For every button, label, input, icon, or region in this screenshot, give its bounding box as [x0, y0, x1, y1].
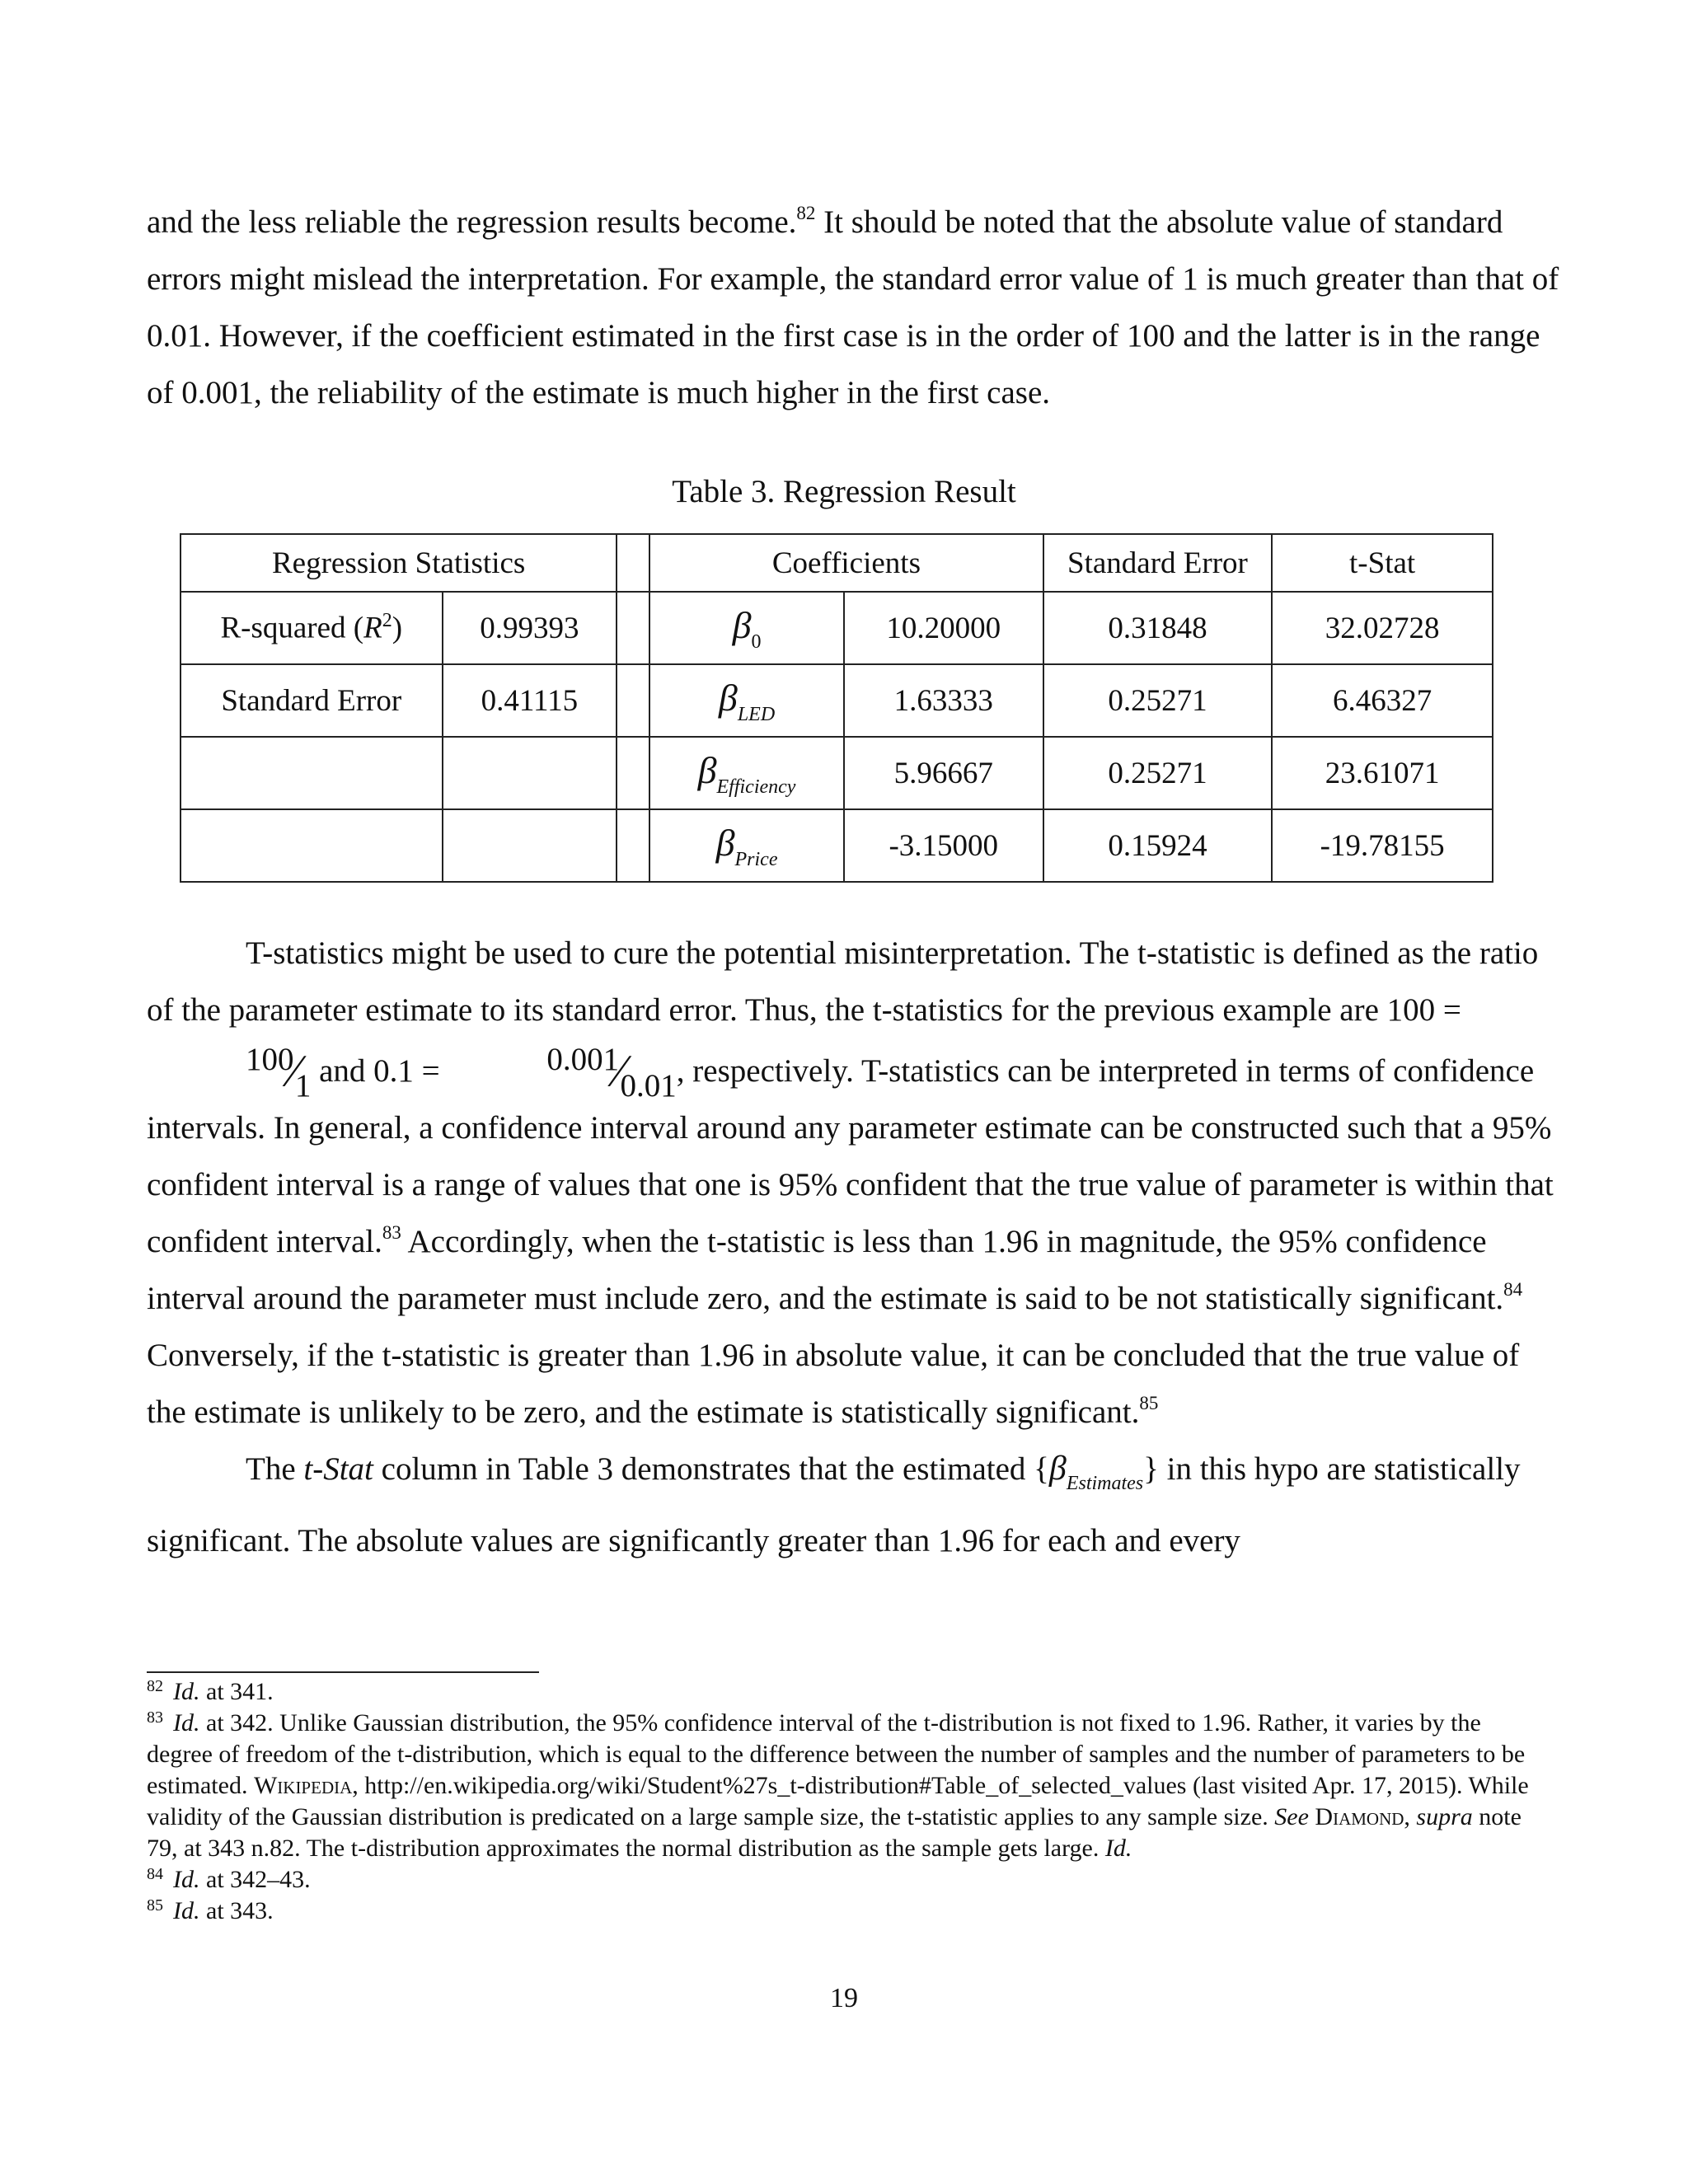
body-paragraph-3: The t-Stat column in Table 3 demonstrates that the estimated $\{\beta_{Estimates}\}$ in this hypo are statistically significant. The absolute values are significantly greater than 1.96 for each and every: [147, 1450, 1521, 1558]
paragraph-1-text-cont: It should be noted that the absolute value of standard errors might mislead the interpretation. For example, the standard error value of 1 is much greater than that of 0.01. However, if the coefficient estimated in the first case is in the order of 100 and the latter is in the range of 0.001, the reliability of the estimate is much higher in the first case.: [147, 204, 1559, 410]
coefficient-value: 1.63333: [844, 664, 1043, 737]
t-stat-value: 32.02728: [1272, 592, 1493, 664]
spacer-cell: [617, 809, 649, 882]
standard-error-value: 0.25271: [1043, 737, 1273, 809]
coefficient-value: 5.96667: [844, 737, 1043, 809]
standard-error-value: 0.31848: [1043, 592, 1273, 664]
footnote-ref-83[interactable]: 83: [382, 1222, 401, 1243]
spacer-cell: [617, 737, 649, 809]
footnote-ref-85[interactable]: 85: [1139, 1393, 1159, 1413]
t-stat-value: 6.46327: [1272, 664, 1493, 737]
page-number: 19: [830, 1983, 858, 2013]
body-paragraph-2: T-statistics might be used to cure the potential misinterpretation. The t-statistic is defined as the ratio of the parameter estimate to its standard error. Thus, the t-statistics for the previous example are 100 = 100⁄1 and 0.1 = 0.001⁄0.01, respectively. T-statistics can be interpreted in terms of confidence intervals. In general, a confidence interval around any parameter estimate can be constructed such that a 95% confident interval is a range of values that one is 95% confident that the true value of parameter is within that confident interval.$^{83}$ Accordingly, when the t-statistic is less than 1.96 in magnitude, the 95% confidence interval around the parameter must include zero, and the estimate is said to be not statistically significant.$^{84}$ Conversely, if the t-statistic is greater than 1.96 in absolute value, it can be concluded that the true value of the estimate is unlikely to be zero, and the estimate is statistically significant.$^{85}$ The t-Stat column in Table 3 demonstrates that the estimated $\{\beta_{Estimates}\}$ in this hypo are statistically significant. The absolute values are significantly greater than 1.96 for each and every: [147, 925, 1564, 1569]
equation-100: 100 = 100⁄1: [246, 992, 1461, 1104]
table-row: [181, 809, 1493, 882]
standard-error-value: 0.25271: [1043, 664, 1273, 737]
footnote-85: $^{85}$ Id. at 343.: [147, 1896, 274, 1924]
regression-table: [180, 533, 1493, 883]
paragraph-1-text: and the less reliable the regression results become.: [147, 204, 797, 240]
std-error-value: 0.41115: [443, 664, 617, 737]
spacer-cell: [617, 534, 649, 592]
table-header-row: [181, 534, 1493, 592]
t-stat-value: -19.78155: [1272, 809, 1493, 882]
header-standard-error: Standard Error: [1043, 534, 1273, 592]
table-caption: Table 3. Regression Result: [672, 474, 1016, 509]
r-squared-value: 0.99393: [443, 592, 617, 664]
r-squared-label: R-squared $(R^2)$: [181, 592, 443, 664]
body-paragraph-1: [147, 194, 1564, 421]
equation-0-1: 0.1 = 0.001⁄0.01: [373, 1042, 677, 1104]
table-row: [181, 592, 1493, 664]
coefficient-value: -3.15000: [844, 809, 1043, 882]
empty-cell: [181, 737, 443, 809]
footnote-82: $^{82}$ Id. at 341.: [147, 1677, 274, 1705]
empty-cell: [443, 809, 617, 882]
table-row: [181, 664, 1493, 737]
footnote-84: $^{84}$ Id. at 342–43.: [147, 1865, 311, 1893]
coefficient-value: 10.20000: [844, 592, 1043, 664]
table-row: [181, 737, 1493, 809]
footnotes: [147, 1676, 1548, 1927]
footnote-ref-84[interactable]: 84: [1503, 1279, 1523, 1300]
beta-led-cell: $\beta_{LED}$: [649, 664, 844, 737]
beta-price-cell: $\beta_{Price}$: [649, 809, 844, 882]
standard-error-value: 0.15924: [1043, 809, 1273, 882]
paragraph-2-text: T-statistics might be used to cure the potential misinterpretation. The t-statistic is defined as the ratio of the parameter estimate to its standard error. Thus, the t-statistics for the previous example are: [147, 935, 1539, 1028]
empty-cell: [443, 737, 617, 809]
header-coefficients: Coefficients: [649, 534, 1043, 592]
std-error-label: Standard Error: [181, 664, 443, 737]
spacer-cell: [617, 664, 649, 737]
header-t-stat: t-Stat: [1272, 534, 1493, 592]
beta-0-cell: $\beta_0$: [649, 592, 844, 664]
footnote-83: $^{83}$ Id. at 342. Unlike Gaussian distribution, the 95% confidence interval of the t-distribution is not fixed to 1.96. Rather, it varies by the degree of freedom of the t-distribution, which is equal to the difference between the number of samples and the number of parameters to be estimated. Wikipedia, http://en.wikipedia.org/wiki/Student%27s_t-distribution#Table_of_selected_values (last visited Apr. 17, 2015). While validity of the Gaussian distribution is predicated on a large sample size, the t-statistic applies to any sample size. See Diamond, supra note 79, at 343 n.82. The t-distribution approximates the normal distribution as the sample gets large. Id.: [147, 1708, 1529, 1862]
spacer-cell: [617, 592, 649, 664]
beta-efficiency-cell: $\beta_{Efficiency}$: [649, 737, 844, 809]
footnote-ref-82[interactable]: 82: [796, 203, 816, 223]
header-regression-statistics: Regression Statistics: [181, 534, 617, 592]
empty-cell: [181, 809, 443, 882]
t-stat-value: 23.61071: [1272, 737, 1493, 809]
footnote-separator: [147, 1671, 539, 1673]
